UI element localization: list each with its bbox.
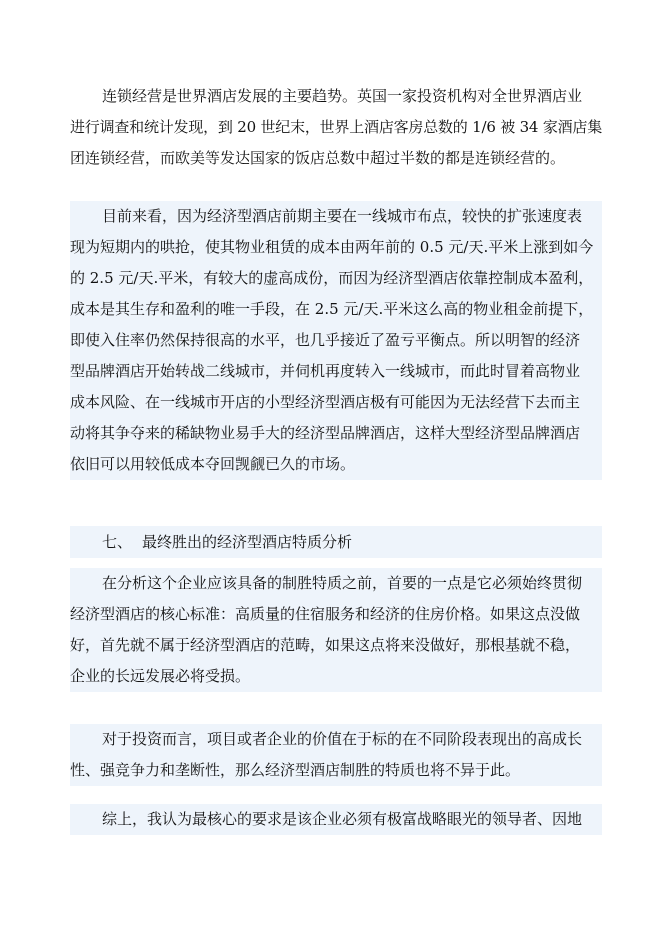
section-title: 最终胜出的经济型酒店特质分析	[142, 533, 353, 551]
paragraph-line: 依旧可以用较低成本夺回觊觎已久的市场。	[70, 455, 356, 473]
paragraph-line: 好，首先就不属于经济型酒店的范畴，如果这点将来没做好，那根基就不稳，	[70, 636, 581, 654]
paragraph-line: 目前来看，因为经济型酒店前期主要在一线城市布点，较快的扩张速度表	[102, 207, 583, 225]
paragraph-line: 性、强竞争力和垄断性，那么经济型酒店制胜的特质也将不异于此。	[70, 761, 521, 779]
paragraph-line: 现为短期内的哄抢，使其物业租赁的成本由两年前的 0.5 元/天.平米上涨到如今	[70, 238, 594, 256]
paragraph-1	[70, 81, 602, 174]
section-number: 七、	[102, 533, 133, 551]
paragraph-line: 的 2.5 元/天.平米，有较大的虚高成份，而因为经济型酒店依靠控制成本盈利，	[70, 269, 594, 287]
paragraph-5	[70, 804, 602, 835]
paragraph-line: 进行调查和统计发现，到 20 世纪末，世界上酒店客房总数的 1/6 被 34 家酒店集	[70, 118, 602, 136]
paragraph-line: 型品牌酒店开始转战二线城市，并伺机再度转入一线城市，而此时冒着高物业	[70, 362, 581, 380]
paragraph-line: 团连锁经营，而欧美等发达国家的饭店总数中超过半数的都是连锁经营的。	[70, 149, 566, 167]
paragraph-line: 动将其争夺来的稀缺物业易手大的经济型品牌酒店，这样大型经济型品牌酒店	[70, 424, 581, 442]
paragraph-line: 企业的长远发展必将受损。	[70, 667, 251, 685]
paragraph-line: 即使入住率仍然保持很高的水平，也几乎接近了盈亏平衡点。所以明智的经济	[70, 331, 581, 349]
section-heading	[70, 526, 602, 558]
paragraph-line: 综上，我认为最核心的要求是该企业必须有极富战略眼光的领导者、因地	[102, 810, 583, 828]
paragraph-line: 对于投资而言，项目或者企业的价值在于标的在不同阶段表现出的高成长	[102, 730, 583, 748]
paragraph-line: 在分析这个企业应该具备的制胜特质之前，首要的一点是它必须始终贯彻	[102, 574, 583, 592]
paragraph-line: 成本是其生存和盈利的唯一手段，在 2.5 元/天.平米这么高的物业租金前提下，	[70, 300, 594, 318]
paragraph-line: 经济型酒店的核心标准：高质量的住宿服务和经济的住房价格。如果这点没做	[70, 605, 581, 623]
paragraph-line: 成本风险、在一线城市开店的小型经济型酒店极有可能因为无法经营下去而主	[70, 393, 581, 411]
paragraph-2	[70, 201, 602, 480]
paragraph-line: 连锁经营是世界酒店发展的主要趋势。英国一家投资机构对全世界酒店业	[102, 87, 583, 105]
paragraph-4	[70, 724, 602, 786]
paragraph-3	[70, 568, 602, 692]
